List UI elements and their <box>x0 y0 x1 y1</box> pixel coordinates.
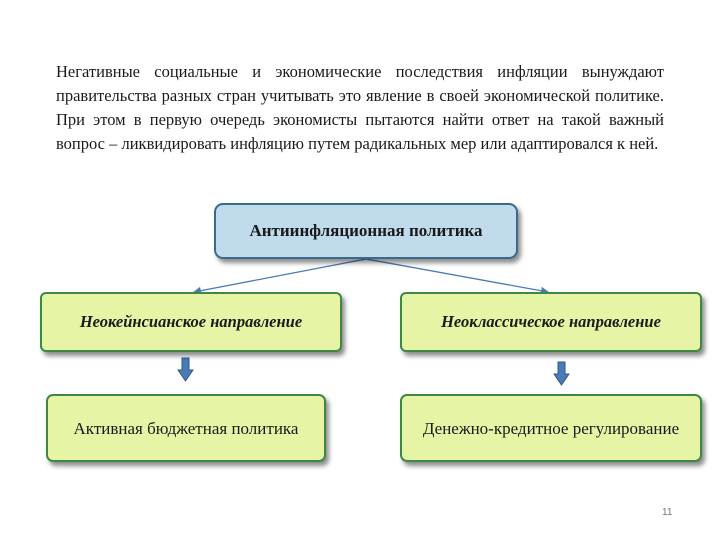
direction-node-label: Неоклассическое направление <box>441 312 661 331</box>
down-arrow-right-icon <box>554 362 569 385</box>
direction-node-label: Неокейнсианское направление <box>79 312 303 331</box>
connector-arrow-right <box>366 259 548 292</box>
result-node-monetary-regulation <box>400 394 702 462</box>
root-node-anti-inflation-policy <box>214 203 518 259</box>
page-number: 11 <box>662 507 673 518</box>
root-node-label: Антиинфляционная политика <box>249 221 483 240</box>
down-arrow-left-icon <box>178 358 193 381</box>
connector-arrow-left <box>194 259 366 292</box>
result-node-label: Активная бюджетная политика <box>73 418 299 438</box>
intro-paragraph: Негативные социальные и экономические последствия инфляции вынуждают правительства разных стран учитывать это явление в своей экономической политике. При этом в первую очередь экономисты пытаются найти ответ на такой важный вопрос – ликвидировать инфляцию путем радикальных мер или адаптировался к ней. <box>56 62 664 153</box>
result-node-active-budget-policy <box>46 394 326 462</box>
result-node-label: Денежно-кредитное регулирование <box>422 418 680 438</box>
direction-node-neokeynesian <box>40 292 342 352</box>
direction-node-neoclassical <box>400 292 702 352</box>
